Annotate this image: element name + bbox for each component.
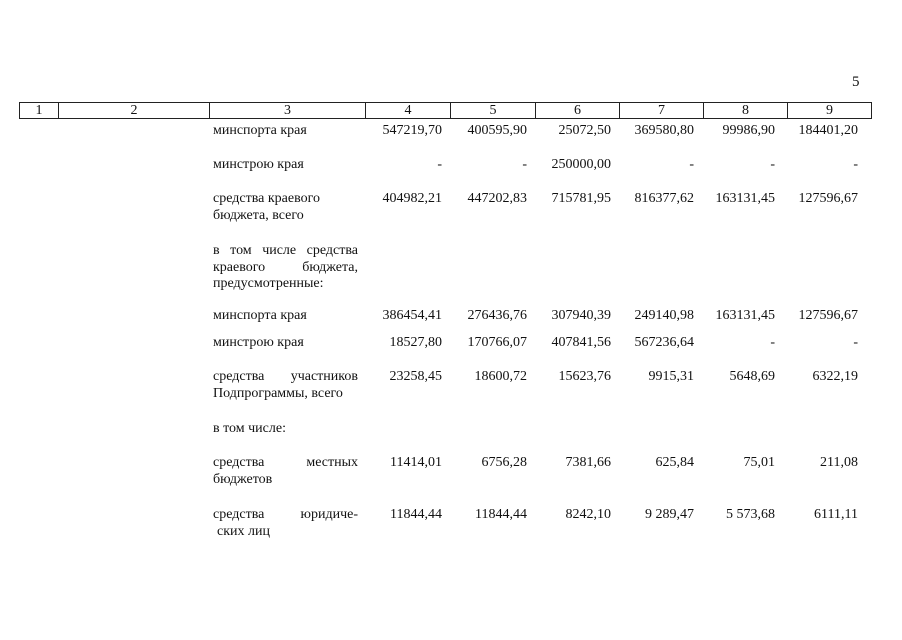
value-col-8: - xyxy=(770,157,775,172)
value-col-9: 184401,20 xyxy=(798,123,858,138)
row-label-line: средства участников xyxy=(213,369,358,384)
value-col-7: 249140,98 xyxy=(634,308,694,323)
value-col-7: - xyxy=(689,157,694,172)
column-number-6: 6 xyxy=(536,103,620,119)
value-col-9: 127596,67 xyxy=(798,191,858,206)
row-label-line: бюджета, всего xyxy=(213,207,304,223)
row-label xyxy=(213,123,358,140)
value-col-8: 5 573,68 xyxy=(726,507,775,522)
value-col-5: 11844,44 xyxy=(475,507,527,522)
column-number-8: 8 xyxy=(704,103,788,119)
value-col-5: 276436,76 xyxy=(467,308,527,323)
column-number-5: 5 xyxy=(451,103,536,119)
value-col-7: 369580,80 xyxy=(634,123,694,138)
value-col-8: 75,01 xyxy=(743,455,775,470)
value-col-7: 816377,62 xyxy=(634,191,694,206)
row-label xyxy=(213,335,358,352)
value-col-8: - xyxy=(770,335,775,350)
row-label xyxy=(213,455,358,488)
value-col-4: - xyxy=(437,157,442,172)
value-col-6: 715781,95 xyxy=(551,191,611,206)
value-col-4: 11844,44 xyxy=(390,507,442,522)
value-col-6: 15623,76 xyxy=(558,369,611,384)
column-number-9: 9 xyxy=(788,103,872,119)
column-number-4: 4 xyxy=(366,103,451,119)
value-col-8: 99986,90 xyxy=(722,123,775,138)
value-col-7: 625,84 xyxy=(655,455,694,470)
row-label-line: средства краевого xyxy=(213,191,320,206)
value-col-7: 9915,31 xyxy=(648,369,694,384)
row-label-line: минстрою края xyxy=(213,157,304,172)
row-label-line: краевого бюджета, xyxy=(213,259,358,275)
value-col-6: 250000,00 xyxy=(551,157,611,172)
value-col-9: 211,08 xyxy=(820,455,858,470)
value-col-6: 25072,50 xyxy=(558,123,611,138)
value-col-9: - xyxy=(853,157,858,172)
row-label-line: в том числе средства xyxy=(213,243,358,258)
value-col-9: 6322,19 xyxy=(812,369,858,384)
column-number-1: 1 xyxy=(20,103,59,119)
row-label-line: Подпрограммы, всего xyxy=(213,385,343,401)
row-label-line: средства местных xyxy=(213,455,358,470)
row-label-line: предусмотренные: xyxy=(213,276,324,291)
value-col-9: 127596,67 xyxy=(798,308,858,323)
value-col-6: 307940,39 xyxy=(551,308,611,323)
value-col-5: 6756,28 xyxy=(481,455,527,470)
value-col-8: 163131,45 xyxy=(715,191,775,206)
value-col-7: 567236,64 xyxy=(634,335,694,350)
column-number-3: 3 xyxy=(210,103,366,119)
row-label xyxy=(213,243,358,293)
value-col-9: 6111,11 xyxy=(814,507,858,522)
page-number: 5 xyxy=(852,74,860,90)
row-label-line: минстрою края xyxy=(213,335,304,350)
row-label-line: ских лиц xyxy=(217,523,270,539)
value-col-8: 5648,69 xyxy=(729,369,775,384)
row-label-line: средства юридиче- xyxy=(213,507,358,522)
value-col-6: 407841,56 xyxy=(551,335,611,350)
value-col-5: - xyxy=(522,157,527,172)
column-number-2: 2 xyxy=(59,103,210,119)
value-col-5: 400595,90 xyxy=(467,123,527,138)
value-col-6: 7381,66 xyxy=(565,455,611,470)
value-col-5: 447202,83 xyxy=(467,191,527,206)
value-col-4: 386454,41 xyxy=(382,308,442,323)
row-label xyxy=(213,308,358,325)
value-col-9: - xyxy=(853,335,858,350)
value-col-7: 9 289,47 xyxy=(645,507,694,522)
row-label-line: в том числе: xyxy=(213,421,286,436)
row-label-line: бюджетов xyxy=(213,471,273,487)
value-col-4: 23258,45 xyxy=(389,369,442,384)
row-label xyxy=(213,507,358,540)
column-number-7: 7 xyxy=(620,103,704,119)
value-col-8: 163131,45 xyxy=(715,308,775,323)
value-col-4: 18527,80 xyxy=(389,335,442,350)
row-label xyxy=(213,369,358,402)
value-col-5: 18600,72 xyxy=(474,369,527,384)
row-label-line: минспорта края xyxy=(213,123,307,138)
row-label xyxy=(213,421,358,438)
value-col-4: 404982,21 xyxy=(382,191,442,206)
row-label-line: минспорта края xyxy=(213,308,307,323)
row-label xyxy=(213,157,358,174)
value-col-5: 170766,07 xyxy=(467,335,527,350)
row-label xyxy=(213,191,358,224)
value-col-4: 11414,01 xyxy=(390,455,442,470)
value-col-4: 547219,70 xyxy=(382,123,442,138)
value-col-6: 8242,10 xyxy=(565,507,611,522)
